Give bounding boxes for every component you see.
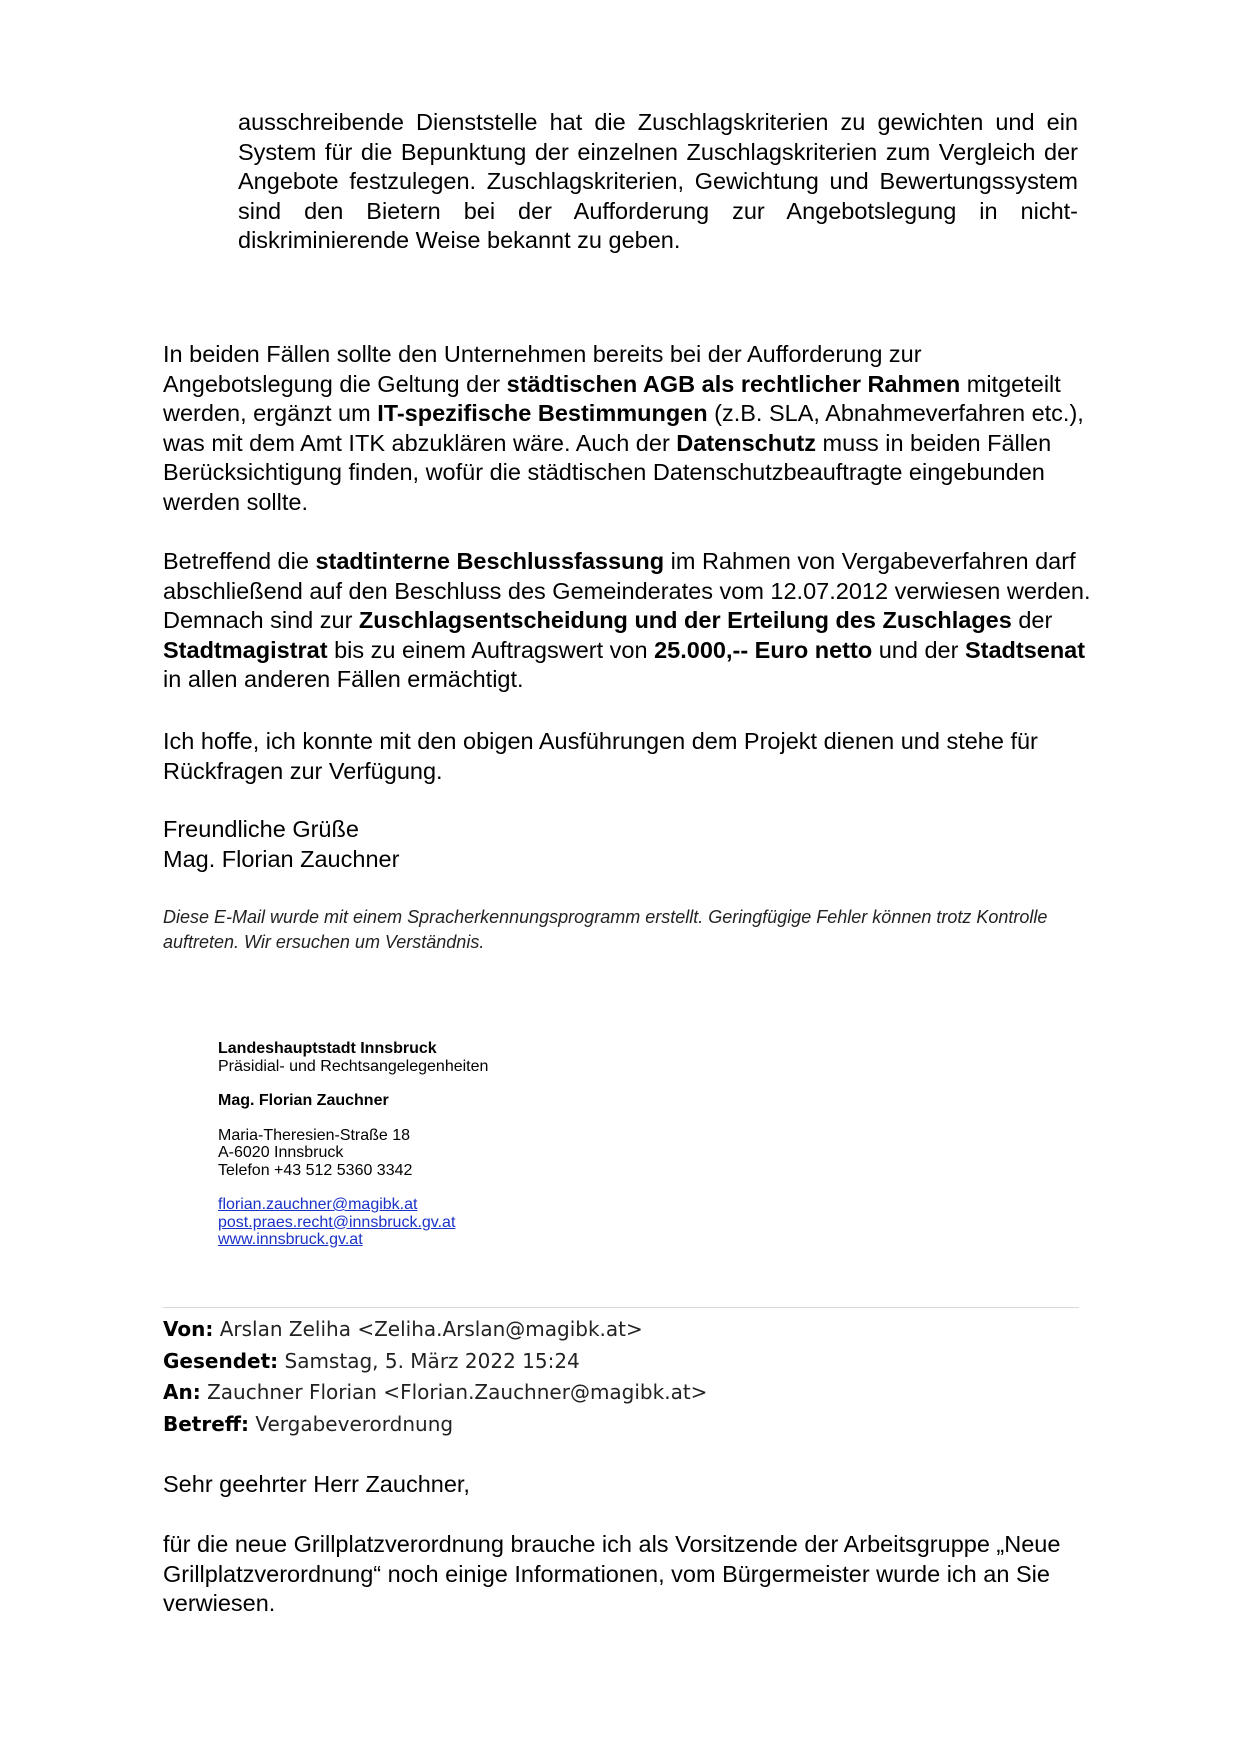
from-value: Arslan Zeliha <Zeliha.Arslan@magibk.at> [219,1317,643,1341]
closing-greeting: Freundliche Grüße [163,816,359,842]
bold-text: Datenschutz [676,429,817,456]
bold-text: IT-spezifische Bestimmungen [377,400,708,426]
from-label: Von: [163,1317,214,1341]
signature-email2-link[interactable]: post.praes.recht@innsbruck.gv.at [218,1213,456,1231]
paragraph-closing-note: Ich hoffe, ich konnte mit den obigen Ausführungen dem Projekt dienen und stehe für Rückfragen zur Verfügung. [163,728,1038,784]
text: der [1011,607,1053,633]
quote-divider [163,1307,1079,1308]
disclaimer: Diese E-Mail wurde mit einem Spracherkennungsprogramm erstellt. Geringfügige Fehler können trotz Kontrolle auftreten. Wir ersuchen um Verständnis. [163,907,1048,952]
header-sent [163,1346,1093,1378]
signature-website-link[interactable]: www.innsbruck.gv.at [218,1231,363,1248]
bold-text: 25.000,-- Euro netto [654,636,873,663]
sent-value: Samstag, 5. März 2022 15:24 [284,1348,580,1373]
text: In beiden Fällen sollte den Unternehmen bereits bei der Aufforderung zur Angebotslegung die Geltung der [163,341,922,397]
quoted-mail-header [163,1314,1093,1440]
bold-text: Stadtmagistrat [163,636,328,663]
indented-paragraph: ausschreibende Dienststelle hat die Zuschlagskriterien zu gewichten und ein System für die Bepunktung der einzelnen Zuschlagskriterien zum Vergleich der Angebote festzulegen. Zuschlagskriterien, Gewichtung und Bewertungssystem sind den Bietern bei der Aufforderung zur Angebotslegung in nicht-diskriminierende Weise bekannt zu geben. [238,109,1078,253]
quoted-greeting: Sehr geehrter Herr Zauchner, [163,1471,470,1497]
to-value: Zauchner Florian <Florian.Zauchner@magibk.at> [207,1380,708,1404]
bold-text: Stadtsenat [964,636,1086,663]
email-signature [218,1040,818,1249]
text: (z.B. SLA, Abnahmeverfahren etc.), was mit dem Amt ITK abzuklären wäre. Auch der [163,400,1084,456]
signature-organization: Landeshauptstadt Innsbruck [218,1040,437,1057]
bold-text: städtischen AGB als rechtlicher Rahmen [506,370,961,397]
text: muss in beiden Fällen Berücksichtigung finden, wofür die städtischen Datenschutzbeauftragte eingebunden werden sollte. [163,429,1052,515]
closing-name: Mag. Florian Zauchner [163,845,400,872]
header-to [163,1377,1093,1409]
subject-label: Betreff: [163,1411,249,1436]
text: mitgeteilt werden, ergänzt um [163,370,1061,426]
text: in allen anderen Fällen ermächtigt. [163,666,524,692]
signature-phone: Telefon +43 512 5360 3342 [218,1161,413,1179]
header-from [163,1314,1093,1346]
paragraph-beschluss [163,547,1093,695]
text: bis zu einem Auftragswert von [327,636,655,663]
text: im Rahmen von Vergabeverfahren darf abschließend auf den Beschluss des Gemeinderates vom 12.07.2012 verwiesen werden. Demnach sind zur [163,548,1091,633]
sent-label: Gesendet: [163,1348,279,1373]
quoted-body: für die neue Grillplatzverordnung brauche ich als Vorsitzende der Arbeitsgruppe „Neue Grillplatzverordnung“ noch einige Informationen, vom Bürgermeister wurde ich an Sie verwiesen. [163,1531,1061,1616]
paragraph-agb [163,340,1093,517]
text: Betreffend die [163,548,316,574]
signature-street: Maria-Theresien-Straße 18 [218,1126,411,1144]
text: und der [872,636,965,663]
signature-email-link[interactable]: florian.zauchner@magibk.at [218,1196,418,1213]
bold-text: stadtinterne Beschlussfassung [315,548,665,574]
header-subject [163,1409,1093,1441]
closing-block [163,815,1093,874]
signature-name: Mag. Florian Zauchner [218,1092,389,1109]
subject-value: Vergabeverordnung [255,1411,454,1436]
to-label: An: [163,1380,201,1404]
signature-city: A-6020 Innsbruck [218,1144,344,1161]
signature-department: Präsidial- und Rechtsangelegenheiten [218,1057,489,1075]
bold-text: Zuschlagsentscheidung und der Erteilung des Zuschlages [358,607,1012,633]
